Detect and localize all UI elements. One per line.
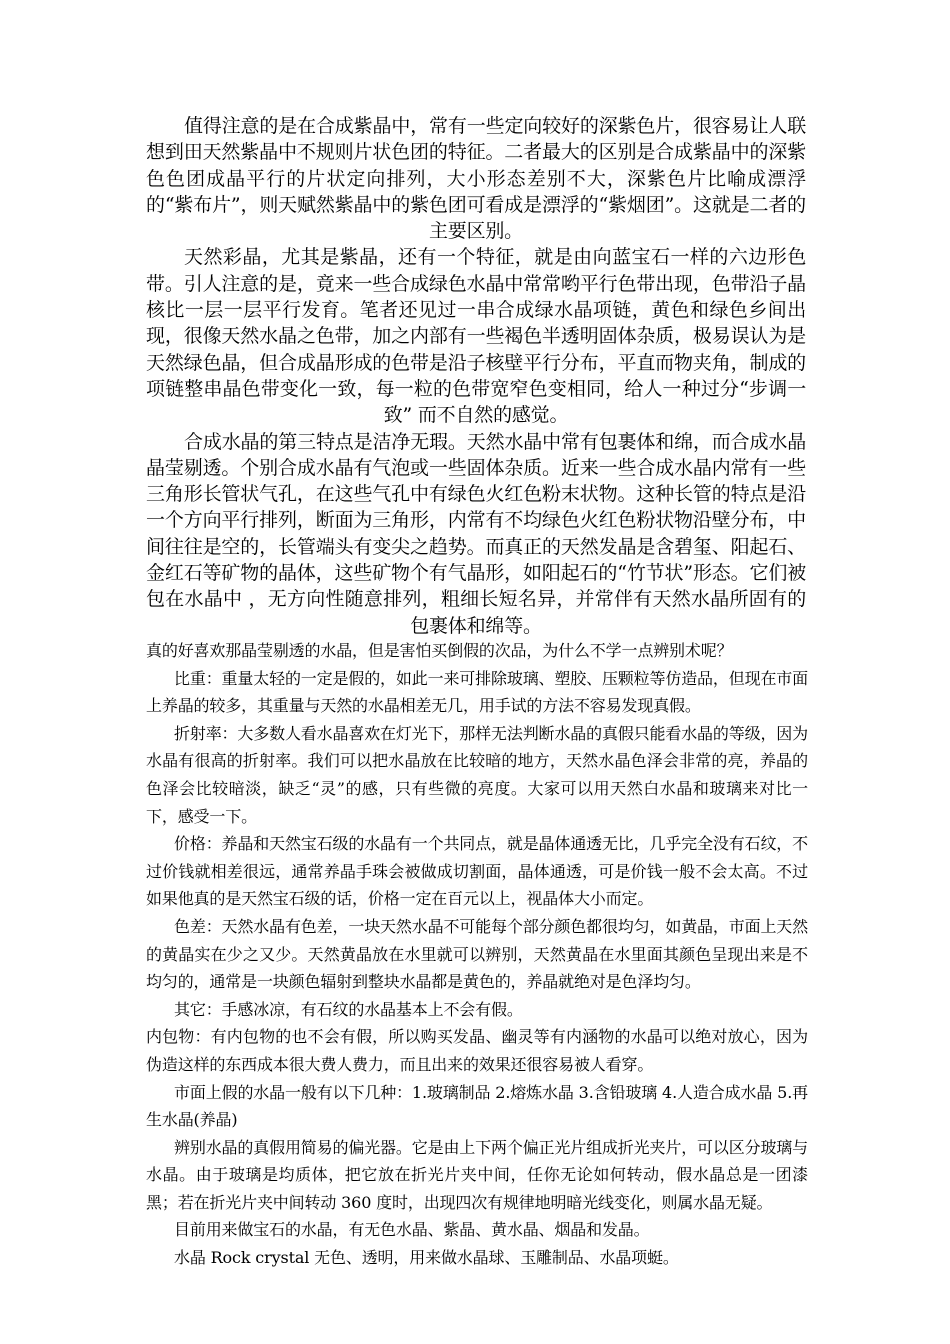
paragraph-gem-types: 目前用来做宝石的水晶，有无色水晶、紫晶、黄水晶、烟晶和发晶。: [174, 1220, 650, 1240]
paragraph-price: 价格：养晶和天然宝石级的水晶有一个共同点，就是晶体通透无比，几乎完全没有石纹，不过价钱就相差很远，通常养晶手珠会被做成切割面，晶体通透，可是价钱一般不会太高。不过如果他真的是天然宝石级的话，价格一定在百元以上，视晶体大小而定。: [146, 834, 809, 909]
paragraph-clarity: 合成水晶的第三特点是洁净无瑕。天然水晶中常有包裹体和绵，而合成水晶晶莹剔透。个别合成水晶有气泡或一些固体杂质。近来一些合成水晶内常有一些三角形长管状气孔，在这些气孔中有绿色火红色粉末状物。这种长管的特点是沿一个方向平行排列，断面为三角形，内常有不均绿色火红色粉状物沿壁分布，中间往往是空的，长管端头有变尖之趋势。而真正的天然发晶是含碧玺、阳起石、金红石等矿物的晶体，这些矿物个有气晶形，如阳起石的“竹节状”形态。它们被包在水晶中 ，无方向性随意排列，粗细长短名异，并常伴有天然水晶所固有的包裹体和绵等。: [146, 430, 806, 637]
paragraph-purple-flakes: 值得注意的是在合成紫晶中，常有一些定向较好的深紫色片，很容易让人联想到田天然紫晶中不规则片状色团的特征。二者最大的区别是合成紫晶中的深紫色色团成晶平行的片状定向排列，大小形态差别不大，深紫色片比喻成漂浮的“紫布片”，则天赋然紫晶中的紫色团可看成是漂浮的“紫烟团”。这就是二者的主要区别。: [146, 115, 806, 243]
paragraph-intro-question: 真的好喜欢那晶莹剔透的水晶，但是害怕买倒假的次品，为什么不学一点辨别术呢？: [146, 641, 733, 660]
paragraph-fake-types: 市面上假的水晶一般有以下几种：1.玻璃制品 2.熔炼水晶 3.含铅玻璃 4.人造合成水晶 5.再生水晶(养晶): [146, 1082, 808, 1130]
synthetic-crystal-section: [146, 113, 806, 639]
paragraph-other: 其它：手感冰凉，有石纹的水晶基本上不会有假。: [174, 999, 523, 1019]
paragraph-rock-crystal: 水晶 Rock crystal 无色、透明，用来做水晶球、玉雕制品、水晶项蜓。: [174, 1248, 679, 1268]
paragraph-inclusions: 内包物：有内包物的也不会有假，所以购买发晶、幽灵等有内涵物的水晶可以绝对放心，因为伪造这样的东西成本很大费人费力，而且出来的效果还很容易被人看穿。: [146, 1027, 808, 1074]
paragraph-color-bands: 天然彩晶，尤其是紫晶，还有一个特征，就是由向蓝宝石一样的六边形色带。引人注意的是，竟来一些合成绿色水晶中常常哟平行色带出现，色带沿子晶核比一层一层平行发育。笔者还见过一串合成绿水晶项链，黄色和绿色乡间出现，很像天然水晶之色带，加之内部有一些褐色半透明固体杂质，极易误认为是天然绿色晶，但合成晶形成的色带是沿子核壁平行分布，平直而物夹角，制成的项链整串晶色带变化一致，每一粒的色带宽窄色变相同，给人一种过分“步调一致” 而不自然的感觉。: [146, 246, 806, 427]
paragraph-refraction: 折射率：大多数人看水晶喜欢在灯光下，那样无法判断水晶的真假只能看水晶的等级，因为水晶有很高的折射率。我们可以把水晶放在比较暗的地方，天然水晶色泽会非常的亮，养晶的色泽会比较暗淡，缺乏“灵”的感，只有些微的亮度。大家可以用天然白水晶和玻璃来对比一下，感受一下。: [146, 723, 809, 826]
paragraph-color-difference: 色差：天然水晶有色差，一块天然水晶不可能每个部分颜色都很均匀，如黄晶，市面上天然的黄晶实在少之又少。天然黄晶放在水里就可以辨别，天然黄晶在水里面其颜色呈现出来是不均匀的，通常是一块颜色辐射到整块水晶都是黄色的，养晶就绝对是色泽均匀。: [146, 916, 809, 992]
paragraph-polariscope: 辨别水晶的真假用简易的偏光器。它是由上下两个偏正光片组成折光夹片，可以区分玻璃与水晶。由于玻璃是均质体，把它放在折光片夹中间，任你无论如何转动，假水晶总是一团漆黑；若在折光片夹中间转动 360 度时，出现四次有规律地明暗光线变化，则属水晶无疑。: [146, 1137, 809, 1212]
identification-section: [146, 637, 808, 1272]
paragraph-density: 比重：重量太轻的一定是假的，如此一来可排除玻璃、塑胶、压颗粒等仿造品，但现在市面上养晶的较多，其重量与天然的水晶相差无几，用手试的方法不容易发现真假。: [146, 668, 809, 716]
